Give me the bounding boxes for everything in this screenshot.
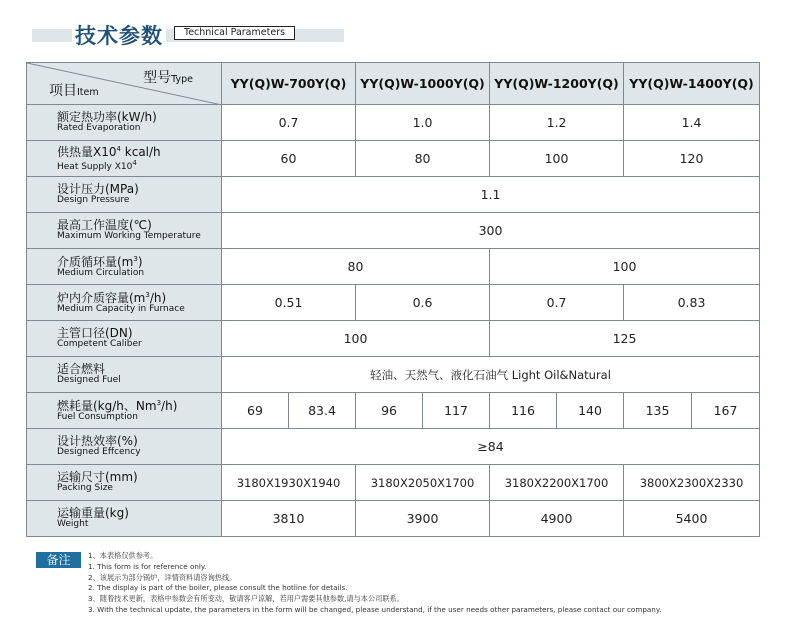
table-cell: 100 (490, 141, 624, 177)
technical-parameters-table (26, 62, 760, 537)
table-header-row (27, 63, 760, 105)
table-cell: 1.4 (624, 105, 760, 141)
corner-type-label: 型号Type (143, 70, 193, 86)
row-label: 适合燃料 Designed Fuel (27, 357, 222, 393)
table-cell: 60 (222, 141, 356, 177)
table-cell: 167 (692, 393, 760, 429)
table-row-heat-supply (27, 141, 760, 177)
table-row-medium-capacity (27, 285, 760, 321)
table-cell: 100 (490, 249, 760, 285)
table-row-main-pipe (27, 321, 760, 357)
table-cell: 140 (557, 393, 624, 429)
table-cell: 0.6 (356, 285, 490, 321)
model-header-1200: YY(Q)W-1200Y(Q) (490, 63, 624, 105)
table-cell: 0.83 (624, 285, 760, 321)
table-cell: 轻油、天然气、液化石油气 Light Oil&Natural (222, 357, 760, 393)
note-line: 3、随着技术更新，表格中参数会有所变动，敬请客户谅解，若用户需要其他参数,请与本公司联系。 (88, 594, 404, 604)
row-label: 主管口径(DN) Competent Caliber (27, 321, 222, 357)
table-row-fuel-consumption (27, 393, 760, 429)
table-row-weight (27, 501, 760, 537)
model-header-700: YY(Q)W-700Y(Q) (222, 63, 356, 105)
table-cell: 3810 (222, 501, 356, 537)
table-cell: 125 (490, 321, 760, 357)
model-header-1000: YY(Q)W-1000Y(Q) (356, 63, 490, 105)
table-row-packing-size (27, 465, 760, 501)
table-cell: 96 (356, 393, 423, 429)
table-cell: 117 (423, 393, 490, 429)
table-cell: 1.2 (490, 105, 624, 141)
notes-list (88, 551, 768, 616)
table-cell: 69 (222, 393, 289, 429)
table-row-design-pressure (27, 177, 760, 213)
table-cell: 135 (624, 393, 692, 429)
corner-header-cell (27, 63, 222, 105)
table-cell: 3800X2300X2330 (624, 465, 760, 501)
note-line: 2. The display is part of the boiler, please consult the hotline for details. (88, 583, 348, 593)
row-label: 运输重量(kg) Weight (27, 501, 222, 537)
section-header (32, 24, 344, 46)
table-row-fuel (27, 357, 760, 393)
row-label: 供热量$X10^4$ kcal/h Heat Supply $X10^4$ (27, 141, 222, 177)
row-label: 炉内介质容量$(m^3/h)$ Medium Capacity in Furnace (27, 285, 222, 321)
table-cell: 3180X1930X1940 (222, 465, 356, 501)
notes-badge: 备注 (36, 552, 81, 568)
table-cell: 300 (222, 213, 760, 249)
row-label: 介质循环量$(m^3)$ Medium Circulation (27, 249, 222, 285)
table-cell: 0.7 (490, 285, 624, 321)
row-label: 设计热效率(%) Designed Effcency (27, 429, 222, 465)
table-cell: 3180X2050X1700 (356, 465, 490, 501)
table-cell: 4900 (490, 501, 624, 537)
table-cell: 80 (222, 249, 490, 285)
note-line: 3. With the technical update, the parameters in the form will be changed, please understand, if the user needs other parameters, please contact our company. (88, 604, 662, 614)
table-cell: 3900 (356, 501, 490, 537)
table-row-max-temperature (27, 213, 760, 249)
page-title: 技术参数 (72, 20, 166, 50)
table-cell: 83.4 (289, 393, 356, 429)
table-cell: ≥84 (222, 429, 760, 465)
table-row-efficiency (27, 429, 760, 465)
table-cell: 3180X2200X1700 (490, 465, 624, 501)
table-row-rated-evaporation (27, 105, 760, 141)
table-cell: 0.51 (222, 285, 356, 321)
table-row-medium-circulation (27, 249, 760, 285)
table-cell: 80 (356, 141, 490, 177)
page-subtitle: Technical Parameters (174, 26, 295, 40)
note-line: 1. This form is for reference only. (88, 561, 207, 571)
corner-item-label: 项目Item (49, 83, 99, 99)
table-cell: 1.1 (222, 177, 760, 213)
table-cell: 120 (624, 141, 760, 177)
note-line: 1、本表格仅供参考。 (88, 551, 158, 560)
row-label: 额定热功率(kW/h) Rated Evaporation (27, 105, 222, 141)
table-cell: 116 (490, 393, 557, 429)
table-cell: 1.0 (356, 105, 490, 141)
table-cell: 0.7 (222, 105, 356, 141)
row-label: 燃耗量(kg/h、Nm$^3$/h) Fuel Consumption (27, 393, 222, 429)
table-cell: 5400 (624, 501, 760, 537)
note-line: 2、该展示为部分锅炉，详情资料请咨询热线。 (88, 572, 237, 582)
table-cell: 100 (222, 321, 490, 357)
row-label: 运输尺寸(mm) Packing Size (27, 465, 222, 501)
model-header-1400: YY(Q)W-1400Y(Q) (624, 63, 760, 105)
row-label: 最高工作温度(℃) Maximum Working Temperature (27, 213, 222, 249)
row-label: 设计压力(MPa) Design Pressure (27, 177, 222, 213)
